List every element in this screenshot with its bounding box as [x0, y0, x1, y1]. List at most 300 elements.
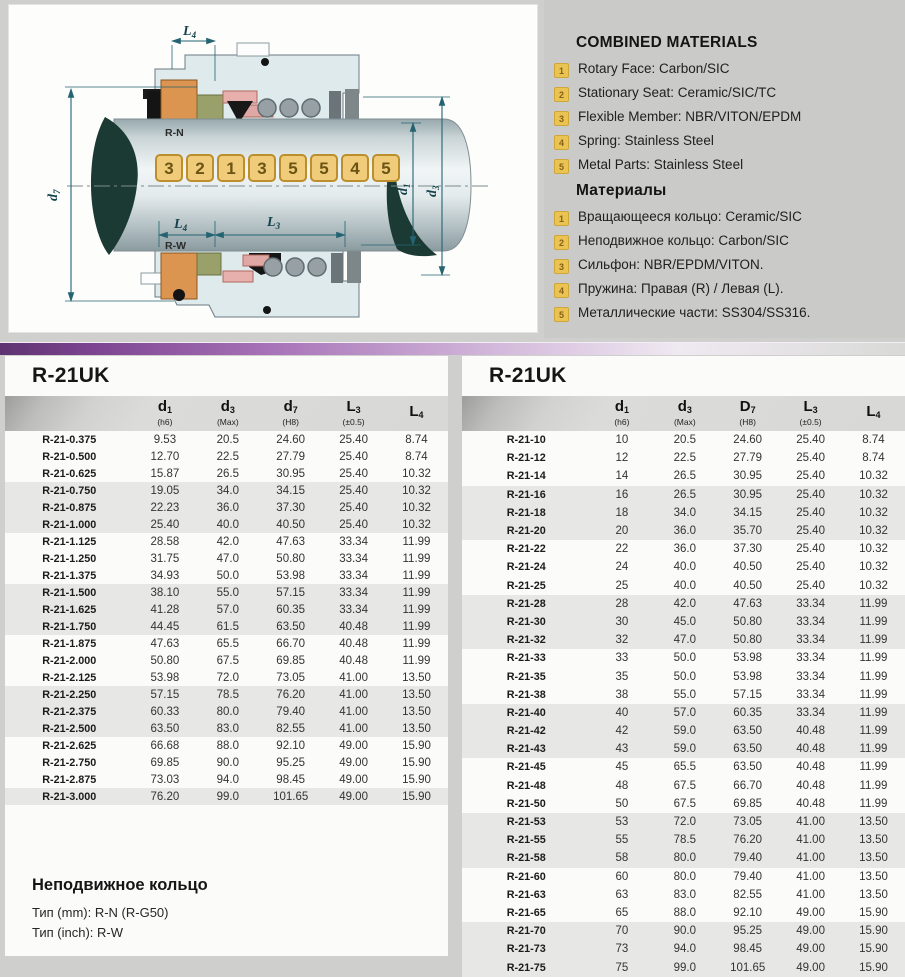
value-cell: 24.60	[733, 434, 763, 447]
value-cell: 10.32	[859, 579, 888, 592]
value-cell: 13.50	[859, 834, 888, 847]
material-item	[554, 133, 898, 150]
value-cell: 49.00	[796, 943, 825, 956]
value-cell: 59.0	[673, 743, 696, 756]
value-cell: 31.75	[150, 552, 180, 565]
value-cell: 13.50	[859, 852, 888, 865]
value-cell: 57.15	[276, 586, 306, 599]
item-number-badge: 1	[554, 63, 569, 78]
callout-badge	[218, 155, 244, 181]
divider-band	[0, 342, 905, 355]
model-cell: R-21-1.250	[42, 552, 97, 565]
value-cell: 15.90	[859, 906, 888, 919]
item-number-badge: 4	[554, 283, 569, 298]
value-cell: 40.48	[339, 637, 368, 650]
label-rn: R-N	[165, 127, 184, 139]
column-header: L3 (±0.5)	[342, 398, 365, 427]
svg-text:3: 3	[257, 159, 267, 178]
model-cell: R-21-12	[506, 452, 546, 465]
material-item	[554, 85, 898, 102]
value-cell: 25.40	[796, 488, 825, 501]
callout-badge	[156, 155, 182, 181]
value-cell: 41.28	[150, 603, 180, 616]
value-cell: 40.50	[276, 518, 306, 531]
table-row	[462, 795, 905, 813]
model-cell: R-21-2.875	[42, 773, 97, 786]
value-cell: 53.98	[733, 652, 763, 665]
value-cell: 40.48	[339, 620, 368, 633]
model-cell: R-21-60	[506, 870, 546, 883]
value-cell: 99.0	[216, 790, 239, 803]
table-row	[462, 740, 905, 758]
table-row	[5, 720, 448, 737]
value-cell: 65.5	[673, 761, 696, 774]
model-cell: R-21-38	[506, 688, 546, 701]
value-cell: 76.20	[150, 790, 180, 803]
value-cell: 11.99	[402, 654, 431, 667]
table-row	[462, 868, 905, 886]
value-cell: 99.0	[673, 961, 696, 974]
value-cell: 57.0	[673, 706, 696, 719]
table-row	[462, 758, 905, 776]
value-cell: 83.0	[673, 888, 696, 901]
value-cell: 10.32	[859, 561, 888, 574]
model-cell: R-21-0.500	[42, 450, 97, 463]
model-cell: R-21-14	[506, 470, 546, 483]
value-cell: 38.10	[150, 586, 180, 599]
value-cell: 12	[615, 452, 629, 465]
model-cell: R-21-0.750	[42, 484, 97, 497]
value-cell: 20.5	[673, 434, 696, 447]
table-row	[462, 522, 905, 540]
value-cell: 50.80	[733, 615, 763, 628]
value-cell: 15.90	[402, 773, 431, 786]
value-cell: 10.32	[859, 488, 888, 501]
svg-text:1: 1	[226, 159, 236, 178]
model-cell: R-21-1.500	[42, 586, 97, 599]
column-header: D7 (H8)	[739, 398, 756, 427]
value-cell: 58	[615, 852, 629, 865]
value-cell: 22.23	[150, 501, 180, 514]
value-cell: 92.10	[733, 906, 763, 919]
value-cell: 60.35	[276, 603, 306, 616]
table-row	[462, 704, 905, 722]
value-cell: 33.34	[796, 634, 825, 647]
table-mm-body	[462, 431, 905, 977]
table-row	[5, 601, 448, 618]
value-cell: 15.90	[402, 739, 431, 752]
value-cell: 67.5	[673, 797, 696, 810]
value-cell: 41.00	[339, 671, 368, 684]
value-cell: 47.0	[216, 552, 239, 565]
value-cell: 25.40	[796, 543, 825, 556]
table-row	[5, 431, 448, 448]
material-item-label: Stationary Seat: Ceramic/SIC/TC	[578, 85, 777, 100]
value-cell: 41.00	[796, 816, 825, 829]
value-cell: 33.34	[796, 615, 825, 628]
model-cell: R-21-30	[506, 615, 546, 628]
table-panel-mm	[462, 356, 905, 974]
value-cell: 40.48	[339, 654, 368, 667]
column-header: d1 (h6)	[157, 398, 173, 427]
value-cell: 26.5	[673, 470, 696, 483]
value-cell: 70	[615, 925, 629, 938]
model-cell: R-21-75	[506, 961, 546, 974]
value-cell: 10.32	[859, 543, 888, 556]
value-cell: 10	[615, 434, 629, 447]
value-cell: 15.90	[402, 756, 431, 769]
value-cell: 40.50	[733, 561, 763, 574]
table-row	[462, 667, 905, 685]
value-cell: 25.40	[796, 506, 825, 519]
value-cell: 37.30	[733, 543, 763, 556]
value-cell: 18	[615, 506, 629, 519]
table-row	[462, 722, 905, 740]
stationary-seat-note	[32, 876, 208, 943]
model-cell: R-21-2.375	[42, 705, 97, 718]
value-cell: 63	[615, 888, 629, 901]
value-cell: 32	[615, 634, 629, 647]
value-cell: 11.99	[402, 535, 431, 548]
table-row	[462, 431, 905, 449]
value-cell: 30.95	[733, 488, 763, 501]
model-cell: R-21-18	[506, 506, 546, 519]
table-row	[5, 482, 448, 499]
table-row	[462, 813, 905, 831]
value-cell: 22.5	[216, 450, 239, 463]
value-cell: 19.05	[150, 484, 180, 497]
value-cell: 69.85	[276, 654, 306, 667]
material-item-label: Сильфон: NBR/EPDM/VITON.	[578, 257, 764, 272]
value-cell: 41.00	[796, 870, 825, 883]
table-row	[5, 618, 448, 635]
model-cell: R-21-20	[506, 525, 546, 538]
model-cell: R-21-0.875	[42, 501, 97, 514]
model-cell: R-21-48	[506, 779, 546, 792]
value-cell: 25.40	[339, 433, 368, 446]
note-title: Неподвижное кольцо	[32, 876, 208, 894]
value-cell: 75	[615, 961, 629, 974]
value-cell: 41.00	[339, 705, 368, 718]
model-cell: R-21-2.750	[42, 756, 97, 769]
value-cell: 36.0	[216, 501, 239, 514]
value-cell: 63.50	[150, 722, 180, 735]
value-cell: 79.40	[733, 852, 763, 865]
value-cell: 33.34	[796, 597, 825, 610]
material-item	[554, 281, 898, 298]
materials-en-list	[554, 61, 898, 174]
value-cell: 25.40	[339, 467, 368, 480]
svg-text:L3: $L_3$	[267, 215, 281, 231]
table-row	[462, 449, 905, 467]
label-rw: R-W	[165, 240, 186, 252]
value-cell: 20.5	[216, 433, 239, 446]
value-cell: 44.45	[150, 620, 180, 633]
model-cell: R-21-53	[506, 816, 546, 829]
value-cell: 49.00	[796, 961, 825, 974]
model-cell: R-21-22	[506, 543, 546, 556]
value-cell: 11.99	[859, 743, 888, 756]
svg-text:5: 5	[288, 159, 298, 178]
model-cell: R-21-16	[506, 488, 546, 501]
value-cell: 25.40	[339, 501, 368, 514]
model-cell: R-21-32	[506, 634, 546, 647]
table-row	[5, 635, 448, 652]
value-cell: 33.34	[796, 652, 825, 665]
value-cell: 11.99	[859, 779, 888, 792]
value-cell: 69.85	[733, 797, 763, 810]
value-cell: 72.0	[673, 816, 696, 829]
value-cell: 40	[615, 706, 629, 719]
value-cell: 40.48	[796, 725, 825, 738]
value-cell: 63.50	[733, 743, 763, 756]
value-cell: 98.45	[733, 943, 763, 956]
value-cell: 53.98	[276, 569, 306, 582]
value-cell: 11.99	[402, 603, 431, 616]
model-cell: R-21-2.000	[42, 654, 97, 667]
value-cell: 42.0	[673, 597, 696, 610]
material-item-label: Metal Parts: Stainless Steel	[578, 157, 744, 172]
materials-panel	[544, 0, 905, 338]
model-cell: R-21-1.750	[42, 620, 97, 633]
value-cell: 30	[615, 615, 629, 628]
materials-english	[554, 34, 898, 181]
value-cell: 10.32	[859, 525, 888, 538]
material-item-label: Неподвижное кольцо: Carbon/SIC	[578, 233, 789, 248]
value-cell: 50.0	[216, 569, 239, 582]
value-cell: 16	[615, 488, 629, 501]
value-cell: 28.58	[150, 535, 180, 548]
value-cell: 47.63	[733, 597, 763, 610]
material-item	[554, 233, 898, 250]
upper-housing	[143, 43, 359, 123]
value-cell: 40.48	[796, 779, 825, 792]
column-header: L4	[866, 403, 881, 420]
table-panel-inch	[5, 356, 448, 956]
value-cell: 76.20	[733, 834, 763, 847]
value-cell: 66.70	[276, 637, 306, 650]
model-cell: R-21-2.250	[42, 688, 97, 701]
value-cell: 33.34	[339, 569, 368, 582]
value-cell: 11.99	[402, 569, 431, 582]
svg-text:4: 4	[350, 159, 360, 178]
value-cell: 25.40	[796, 470, 825, 483]
materials-en-title: COMBINED MATERIALS	[576, 34, 758, 51]
value-cell: 11.99	[859, 688, 888, 701]
model-cell: R-21-3.000	[42, 790, 97, 803]
svg-text:L4: $L_4$	[183, 24, 197, 40]
value-cell: 25.40	[796, 434, 825, 447]
value-cell: 59.0	[673, 725, 696, 738]
value-cell: 73.05	[733, 816, 763, 829]
material-item	[554, 61, 898, 78]
value-cell: 13.50	[402, 705, 431, 718]
callout-badge	[342, 155, 368, 181]
value-cell: 60.35	[733, 706, 763, 719]
svg-text:d1: $d_1$	[396, 183, 412, 195]
model-cell: R-21-10	[506, 434, 546, 447]
value-cell: 43	[615, 743, 629, 756]
value-cell: 47.63	[150, 637, 180, 650]
table-row	[5, 550, 448, 567]
value-cell: 33.34	[339, 535, 368, 548]
value-cell: 76.20	[276, 688, 306, 701]
value-cell: 24	[615, 561, 629, 574]
note-line-inch: Тип (inch): R-W	[32, 925, 123, 940]
value-cell: 8.74	[862, 452, 885, 465]
material-item	[554, 305, 898, 322]
table-row	[5, 652, 448, 669]
value-cell: 41.00	[796, 852, 825, 865]
value-cell: 25.40	[796, 452, 825, 465]
table-row	[462, 467, 905, 485]
value-cell: 94.0	[216, 773, 239, 786]
value-cell: 55.0	[216, 586, 239, 599]
value-cell: 41.00	[796, 888, 825, 901]
column-header: L3 (±0.5)	[799, 398, 822, 427]
value-cell: 95.25	[733, 925, 763, 938]
value-cell: 22	[615, 543, 629, 556]
table-row	[5, 703, 448, 720]
material-item	[554, 157, 898, 174]
value-cell: 37.30	[276, 501, 306, 514]
value-cell: 90.0	[216, 756, 239, 769]
table-row	[5, 669, 448, 686]
value-cell: 25.40	[339, 450, 368, 463]
table-row	[462, 504, 905, 522]
callout-badge	[187, 155, 213, 181]
value-cell: 33.34	[339, 586, 368, 599]
value-cell: 40.0	[673, 579, 696, 592]
value-cell: 14	[615, 470, 629, 483]
value-cell: 13.50	[402, 688, 431, 701]
value-cell: 33.34	[796, 688, 825, 701]
value-cell: 49.00	[796, 925, 825, 938]
model-cell: R-21-1.875	[42, 637, 97, 650]
value-cell: 67.5	[216, 654, 239, 667]
model-cell: R-21-1.375	[42, 569, 97, 582]
value-cell: 80.0	[216, 705, 239, 718]
value-cell: 49.00	[796, 906, 825, 919]
value-cell: 42	[615, 725, 629, 738]
model-cell: R-21-2.125	[42, 671, 97, 684]
value-cell: 66.70	[733, 779, 763, 792]
value-cell: 33.34	[796, 706, 825, 719]
value-cell: 10.32	[402, 501, 431, 514]
model-cell: R-21-25	[506, 579, 546, 592]
model-cell: R-21-73	[506, 943, 546, 956]
svg-text:d3: $d_3$	[425, 185, 441, 197]
materials-russian	[554, 182, 898, 329]
model-cell: R-21-70	[506, 925, 546, 938]
model-cell: R-21-1.125	[42, 535, 97, 548]
value-cell: 30.95	[733, 470, 763, 483]
callout-badge	[280, 155, 306, 181]
model-cell: R-21-2.500	[42, 722, 97, 735]
value-cell: 15.90	[402, 790, 431, 803]
material-item-label: Металлические части: SS304/SS316.	[578, 305, 811, 320]
value-cell: 49.00	[339, 739, 368, 752]
callout-badge	[373, 155, 399, 181]
seal-cross-section-diagram	[9, 5, 537, 332]
model-cell: R-21-0.375	[42, 433, 97, 446]
item-number-badge: 5	[554, 159, 569, 174]
value-cell: 55	[615, 834, 629, 847]
column-header: d3 (Max)	[673, 398, 696, 427]
value-cell: 27.79	[276, 450, 306, 463]
value-cell: 33.34	[339, 603, 368, 616]
material-item-label: Rotary Face: Carbon/SIC	[578, 61, 730, 76]
value-cell: 90.0	[673, 925, 696, 938]
item-number-badge: 3	[554, 111, 569, 126]
table-row	[5, 448, 448, 465]
note-line-mm: Тип (mm): R-N (R-G50)	[32, 905, 169, 920]
svg-text:2: 2	[195, 159, 205, 178]
value-cell: 79.40	[733, 870, 763, 883]
value-cell: 47.63	[276, 535, 306, 548]
value-cell: 34.0	[216, 484, 239, 497]
value-cell: 33	[615, 652, 629, 665]
svg-text:d7: $d_7$	[46, 189, 62, 201]
model-cell: R-21-55	[506, 834, 546, 847]
value-cell: 11.99	[402, 586, 431, 599]
value-cell: 8.74	[405, 433, 428, 446]
table-row	[462, 777, 905, 795]
svg-text:5: 5	[381, 159, 391, 178]
value-cell: 20	[615, 525, 629, 538]
material-item-label: Пружина: Правая (R) / Левая (L).	[578, 281, 784, 296]
table-row	[5, 584, 448, 601]
table-row	[5, 686, 448, 703]
value-cell: 53.98	[150, 671, 180, 684]
item-number-badge: 2	[554, 235, 569, 250]
table-row	[462, 958, 905, 976]
value-cell: 42.0	[216, 535, 239, 548]
value-cell: 25.40	[796, 561, 825, 574]
table-row	[462, 686, 905, 704]
value-cell: 10.32	[859, 470, 888, 483]
model-cell: R-21-58	[506, 852, 546, 865]
value-cell: 13.50	[859, 870, 888, 883]
value-cell: 55.0	[673, 688, 696, 701]
value-cell: 11.99	[859, 761, 888, 774]
value-cell: 35.70	[733, 525, 763, 538]
value-cell: 11.99	[859, 597, 888, 610]
value-cell: 15.90	[859, 961, 888, 974]
value-cell: 10.32	[402, 518, 431, 531]
value-cell: 25.40	[339, 518, 368, 531]
value-cell: 72.0	[216, 671, 239, 684]
lower-housing	[141, 251, 361, 317]
value-cell: 69.85	[150, 756, 180, 769]
material-item-label: Flexible Member: NBR/VITON/EPDM	[578, 109, 802, 124]
value-cell: 34.15	[276, 484, 306, 497]
material-item-label: Вращающееся кольцо: Ceramic/SIC	[578, 209, 802, 224]
model-cell: R-21-1.000	[42, 518, 97, 531]
value-cell: 15.87	[150, 467, 180, 480]
value-cell: 66.68	[150, 739, 180, 752]
value-cell: 40.50	[733, 579, 763, 592]
value-cell: 38	[615, 688, 629, 701]
table-row	[462, 831, 905, 849]
value-cell: 92.10	[276, 739, 306, 752]
model-cell: R-21-1.625	[42, 603, 97, 616]
value-cell: 30.95	[276, 467, 306, 480]
value-cell: 49.00	[339, 773, 368, 786]
value-cell: 13.50	[859, 816, 888, 829]
svg-text:5: 5	[319, 159, 329, 178]
value-cell: 82.55	[276, 722, 306, 735]
